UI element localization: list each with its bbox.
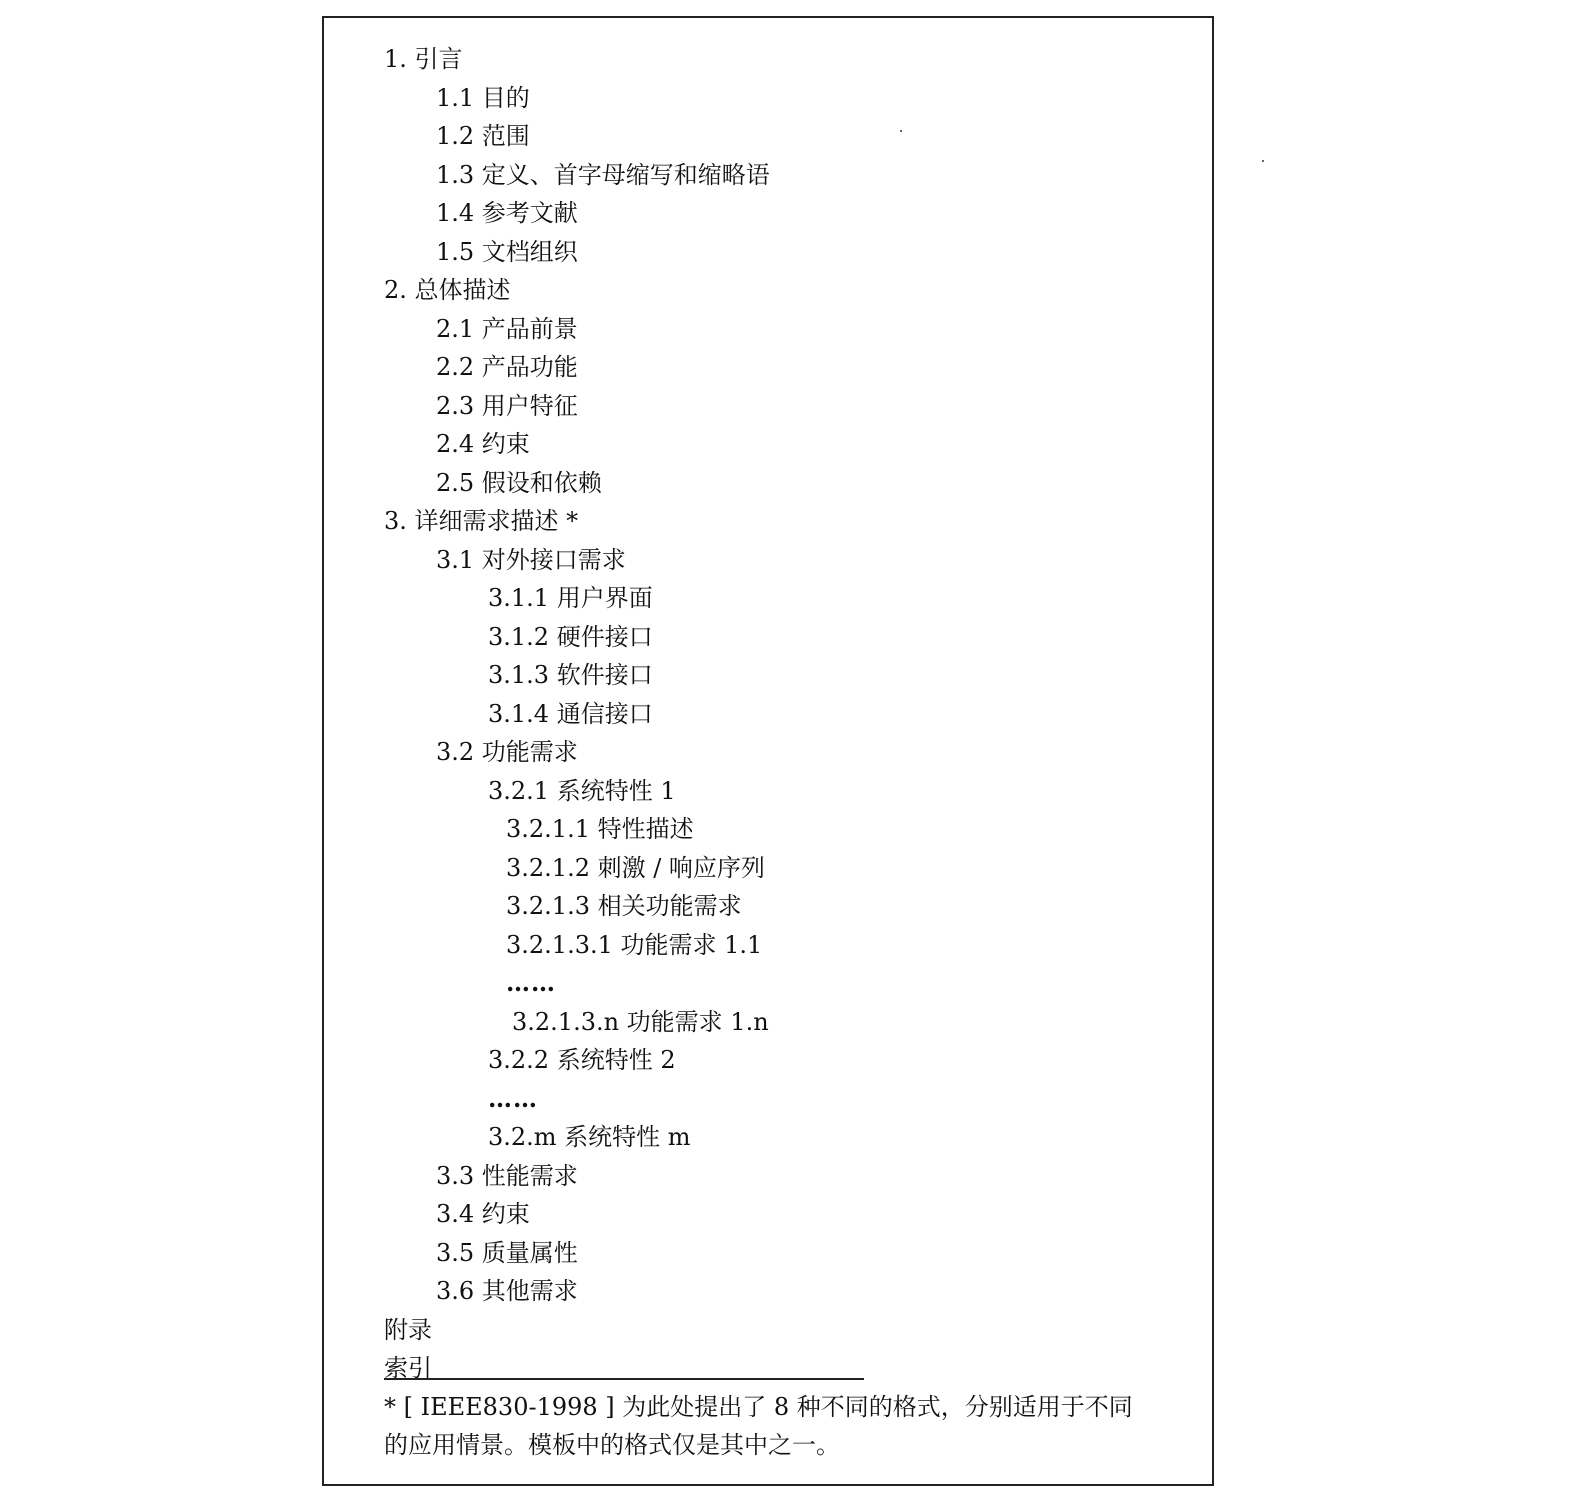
toc-entry: 3.1.1 用户界面 <box>488 584 653 612</box>
toc-entry: 1.5 文档组织 <box>436 237 578 266</box>
toc-entry: 3.2.1.1 特性描述 <box>506 815 694 843</box>
toc-entry: 3.6 其他需求 <box>436 1277 578 1305</box>
toc-entry: 2. 总体描述 <box>384 276 511 304</box>
scan-speck <box>1262 160 1264 162</box>
toc-entry: 2.3 用户特征 <box>436 391 578 420</box>
toc-entry: 3.2.1 系统特性 1 <box>488 776 676 805</box>
toc-entry: 3.2.m 系统特性 m <box>488 1123 691 1151</box>
scan-speck <box>900 130 902 132</box>
toc-entry: 3. 详细需求描述 * <box>384 507 579 535</box>
toc-entry: 3.2.1.2 刺激 / 响应序列 <box>506 853 765 882</box>
toc-entry: 3.1.3 软件接口 <box>488 661 653 689</box>
toc-entry: 3.2.1.3 相关功能需求 <box>506 892 742 920</box>
toc-ellipsis: …… <box>506 968 556 997</box>
toc-entry: 1.1 目的 <box>436 83 530 112</box>
toc-entry: 3.2 功能需求 <box>436 738 578 766</box>
footnote <box>384 1388 1184 1464</box>
toc-entry: 1.4 参考文献 <box>436 199 578 227</box>
toc-entry: 3.2.1.3.1 功能需求 1.1 <box>506 930 763 959</box>
toc-entry: 3.5 质量属性 <box>436 1238 578 1267</box>
toc-entry: 3.1.2 硬件接口 <box>488 622 653 651</box>
footnote-line-1: * [ IEEE830-1998 ] 为此处提出了 8 种不同的格式，分别适用于不同 <box>384 1393 1133 1421</box>
toc-entry: 索引 <box>384 1354 432 1382</box>
footnote-divider <box>384 1378 864 1380</box>
table-of-contents <box>384 40 770 1388</box>
toc-entry: 2.1 产品前景 <box>436 314 578 343</box>
toc-entry: 3.2.1.3.n 功能需求 1.n <box>512 1007 769 1036</box>
toc-entry: 3.1.4 通信接口 <box>488 699 653 728</box>
toc-entry: 1.3 定义、首字母缩写和缩略语 <box>436 160 770 189</box>
toc-entry: 3.1 对外接口需求 <box>436 545 626 574</box>
toc-entry: 1.2 范围 <box>436 122 530 150</box>
toc-entry: 1. 引言 <box>384 45 463 73</box>
toc-entry: 2.5 假设和依赖 <box>436 468 602 497</box>
toc-entry: 3.4 约束 <box>436 1200 530 1228</box>
footnote-line-2: 的应用情景。模板中的格式仅是其中之一。 <box>384 1431 840 1459</box>
toc-entry: 3.2.2 系统特性 2 <box>488 1046 676 1074</box>
toc-entry: 2.2 产品功能 <box>436 353 578 381</box>
toc-entry: 2.4 约束 <box>436 430 530 458</box>
document-frame <box>322 16 1214 1486</box>
toc-ellipsis: …… <box>488 1083 538 1113</box>
toc-entry: 3.3 性能需求 <box>436 1161 578 1190</box>
toc-entry: 附录 <box>384 1315 432 1344</box>
